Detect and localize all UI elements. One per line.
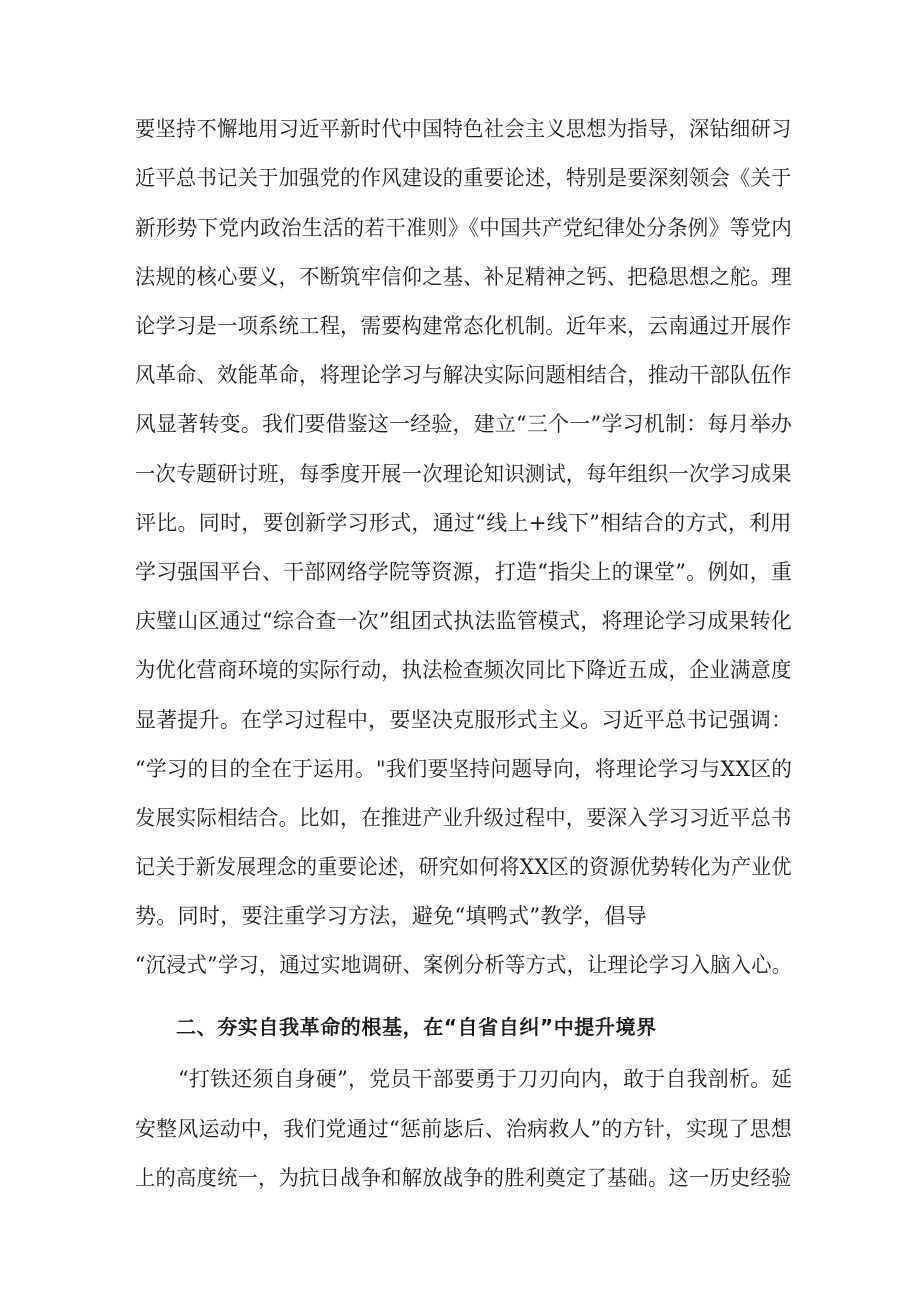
text-line: 评比。同时，要创新学习形式，通过“线上+线下”相结合的方式，利用 [135,511,792,535]
text-line: 风革命、效能革命，将理论学习与解决实际问题相结合，推动干部队伍作 [135,363,792,387]
text-line: “沉浸式”学习，通过实地调研、案例分析等方式，让理论学习入脑入心。 [135,953,793,977]
text-line: 新形势下党内政治生活的若干准则》《中国共产党纪律处分条例》等党内 [135,216,793,240]
text-line: “打铁还须自身硬”，党员干部要勇于刀刃向内，敢于自我剖析。延 [178,1067,793,1091]
text-line: 要坚持不懈地用习近平新时代中国特色社会主义思想为指导，深钻细研习 [135,117,792,141]
text-line: 上的高度统一，为抗日战争和解放战争的胜利奠定了基础。这一历史经验 [135,1166,792,1190]
text-line: “学习的目的全在于运用。"我们要坚持问题导向，将理论学习与XX区的 [135,757,793,781]
text-line: 学习强国平台、干部网络学院等资源，打造“指尖上的课堂”。例如，重 [135,560,793,584]
text-line: 显著提升。在学习过程中，要坚决克服形式主义。习近平总书记强调： [135,708,793,732]
text-line: 论学习是一项系统工程，需要构建常态化机制。近年来，云南通过开展作 [135,314,792,338]
text-line: 近平总书记关于加强党的作风建设的重要论述，特别是要深刻领会《关于 [135,166,792,190]
text-line: 记关于新发展理念的重要论述，研究如何将XX区的资源优势转化为产业优 [135,855,792,879]
text-line: 发展实际相结合。比如，在推进产业升级过程中，要深入学习习近平总书 [135,806,792,830]
text-line: 安整风运动中，我们党通过“惩前毖后、治病救人”的方针，实现了思想 [135,1117,793,1141]
section-heading: 二、夯实自我革命的根基，在“自省自纠”中提升境界 [176,1015,657,1039]
text-line: 为优化营商环境的实际行动，执法检查频次同比下降近五成，企业满意度 [135,658,792,682]
text-line: 庆璧山区通过“综合查一次”组团式执法监管模式，将理论学习成果转化 [135,609,793,633]
text-line: 一次专题研讨班，每季度开展一次理论知识测试，每年组织一次学习成果 [135,462,792,486]
text-line: 法规的核心要义，不断筑牢信仰之基、补足精神之钙、把稳思想之舵。理 [135,265,792,289]
text-line: 风显著转变。我们要借鉴这一经验，建立“三个一”学习机制：每月举办 [135,412,793,436]
text-line: 势。同时，要注重学习方法，避免“填鸭式”教学，倡导 [135,904,647,928]
